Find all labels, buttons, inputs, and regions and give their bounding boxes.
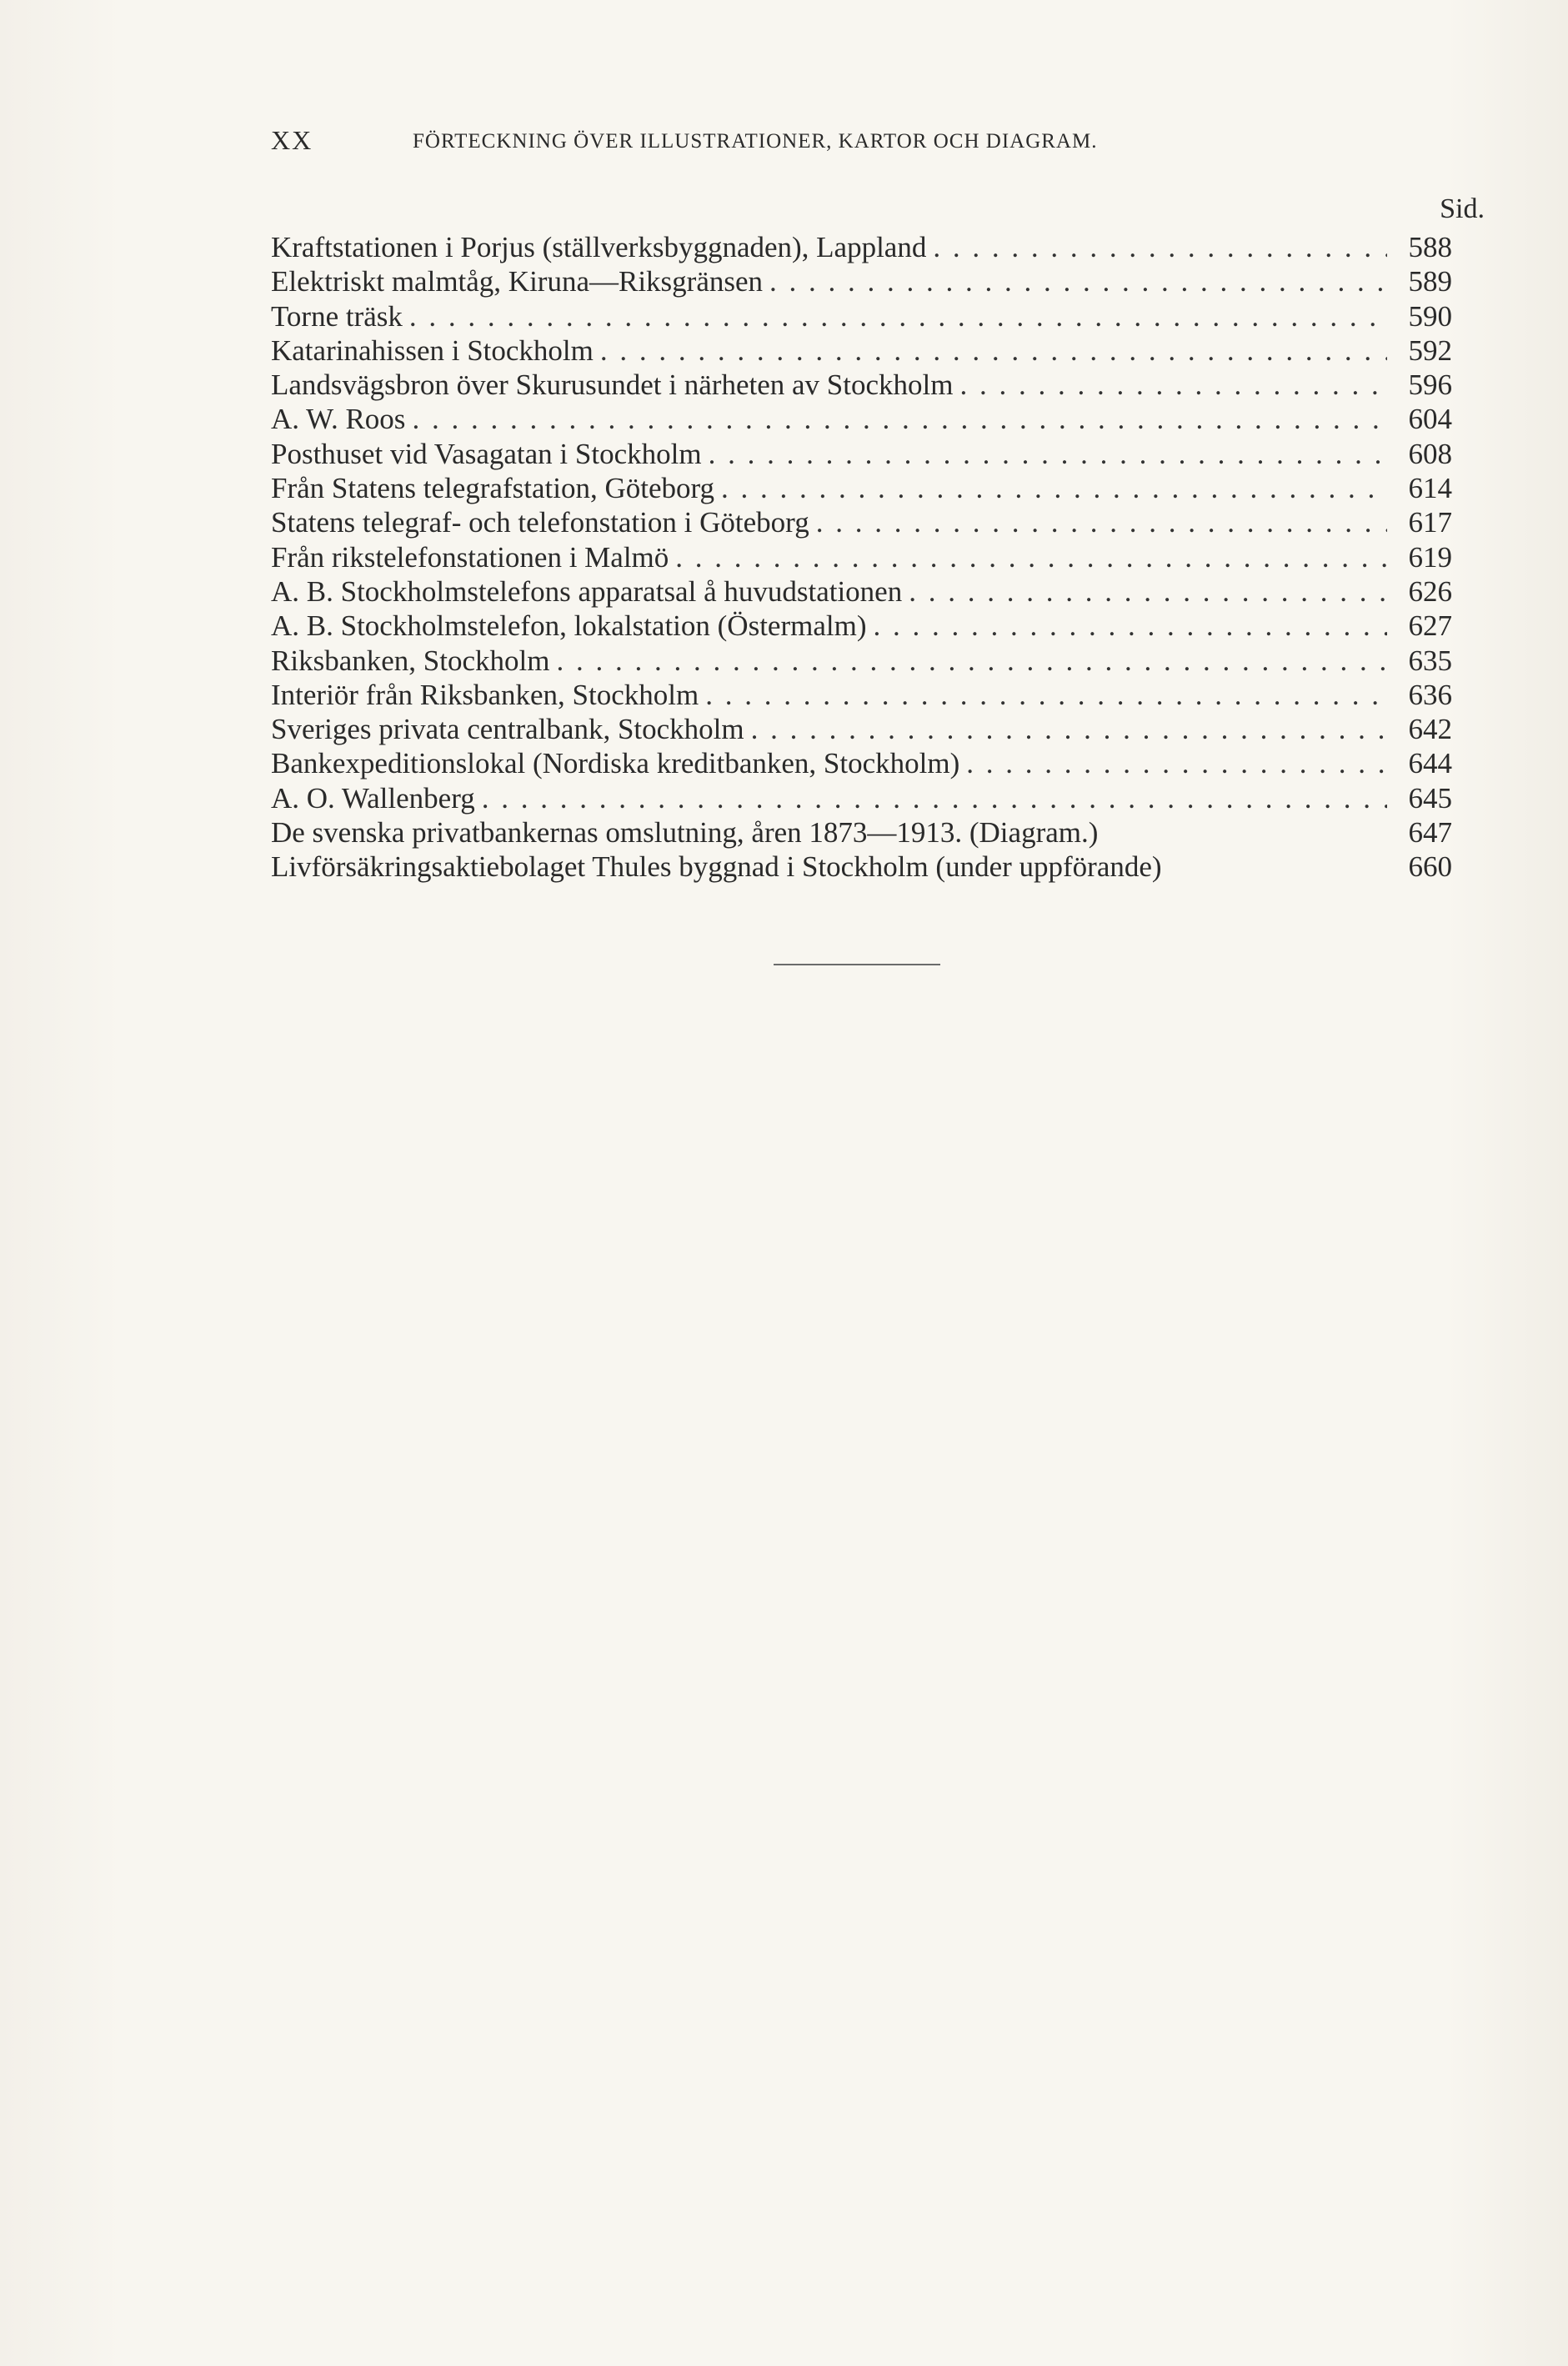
list-entry: [271, 402, 1452, 436]
list-entry: [271, 781, 1452, 815]
list-entry: [271, 644, 1452, 678]
dot-leader: [769, 264, 1387, 298]
list-entry: [271, 230, 1452, 264]
list-entry: [271, 609, 1452, 643]
entry-title: Interiör från Riksbanken, Stockholm: [271, 678, 699, 711]
entry-title: Landsvägsbron över Skurusundet i närheten av Stockholm: [271, 368, 954, 402]
entry-page: 644: [1408, 747, 1452, 780]
dot-leader: [705, 678, 1387, 712]
entry-page: 589: [1408, 265, 1452, 298]
entry-title: Livförsäkringsaktiebolaget Thules byggnad i Stockholm (under uppförande): [271, 850, 1162, 884]
list-entry: [271, 437, 1452, 471]
page-header: [271, 125, 1455, 167]
entry-title: De svenska privatbankernas omslutning, åren 1873—1913. (Diagram.): [271, 816, 1099, 850]
list-entry: [271, 368, 1452, 402]
running-title: FÖRTECKNING ÖVER ILLUSTRATIONER, KARTOR OCH DIAGRAM.: [413, 130, 1098, 153]
entry-title: Från rikstelefonstationen i Malmö: [271, 540, 669, 574]
entry-title: Från Statens telegrafstation, Göteborg: [271, 472, 715, 505]
dot-leader: [600, 333, 1387, 368]
dot-leader: [873, 609, 1387, 643]
entry-page: 645: [1408, 781, 1452, 815]
entry-page: 614: [1408, 472, 1452, 505]
entry-page: 590: [1408, 299, 1452, 333]
dot-leader: [816, 505, 1387, 539]
entry-page: 588: [1408, 231, 1452, 263]
entry-title: Kraftstationen i Porjus (ställverksbyggnaden), Lappland: [271, 231, 927, 263]
page-folio: XX: [271, 125, 313, 155]
list-entry: [271, 850, 1452, 884]
dot-leader: [409, 299, 1387, 333]
entry-page: 626: [1408, 574, 1452, 608]
list-entry: [271, 540, 1452, 574]
entry-page: 617: [1408, 506, 1452, 539]
entry-title: A. B. Stockholmstelefons apparatsal å huvudstationen: [271, 574, 903, 608]
list-entry: [271, 678, 1452, 712]
entry-title: A. W. Roos: [271, 403, 406, 436]
dot-leader: [721, 471, 1387, 505]
dot-leader: [709, 437, 1387, 471]
end-rule: [774, 964, 940, 965]
entry-title: Bankexpeditionslokal (Nordiska kreditbanken, Stockholm): [271, 747, 960, 780]
entry-title: Elektriskt malmtåg, Kiruna—Riksgränsen: [271, 265, 764, 298]
dot-leader: [482, 781, 1387, 815]
list-entry: [271, 299, 1452, 333]
entry-title: A. B. Stockholmstelefon, lokalstation (Östermalm): [271, 609, 867, 643]
dot-leader: [959, 368, 1387, 402]
entry-title: Riksbanken, Stockholm: [271, 644, 550, 677]
list-entry: [271, 712, 1452, 746]
entry-page: 647: [1408, 816, 1452, 850]
entry-title: Torne träsk: [271, 299, 403, 333]
entry-page: 592: [1408, 333, 1452, 367]
dot-leader: [933, 230, 1387, 264]
dot-leader: [675, 540, 1387, 574]
entry-title: Statens telegraf- och telefonstation i Göteborg: [271, 506, 809, 539]
entry-title: Sveriges privata centralbank, Stockholm: [271, 713, 744, 746]
dot-leader: [909, 574, 1387, 609]
entry-page: 660: [1408, 850, 1452, 884]
entry-page: 635: [1408, 644, 1452, 677]
page-column-label: Sid.: [1440, 193, 1485, 224]
list-entry: [271, 815, 1452, 850]
list-entry: [271, 574, 1452, 609]
dot-leader: [966, 746, 1387, 780]
dot-leader: [751, 712, 1387, 746]
entry-page: 619: [1408, 540, 1452, 574]
entry-page: 596: [1408, 368, 1452, 402]
illustration-list: [271, 230, 1452, 885]
entry-page: 636: [1408, 678, 1452, 711]
entry-page: 604: [1408, 403, 1452, 436]
list-entry: [271, 264, 1452, 298]
list-entry: [271, 471, 1452, 505]
entry-title: Katarinahissen i Stockholm: [271, 333, 594, 367]
dot-leader: [556, 644, 1387, 678]
entry-title: Posthuset vid Vasagatan i Stockholm: [271, 437, 702, 470]
entry-page: 642: [1408, 713, 1452, 746]
list-entry: [271, 746, 1452, 780]
list-entry: [271, 333, 1452, 368]
dot-leader: [412, 402, 1387, 436]
entry-page: 627: [1408, 609, 1452, 643]
entry-title: A. O. Wallenberg: [271, 781, 475, 815]
list-entry: [271, 505, 1452, 539]
entry-page: 608: [1408, 437, 1452, 470]
